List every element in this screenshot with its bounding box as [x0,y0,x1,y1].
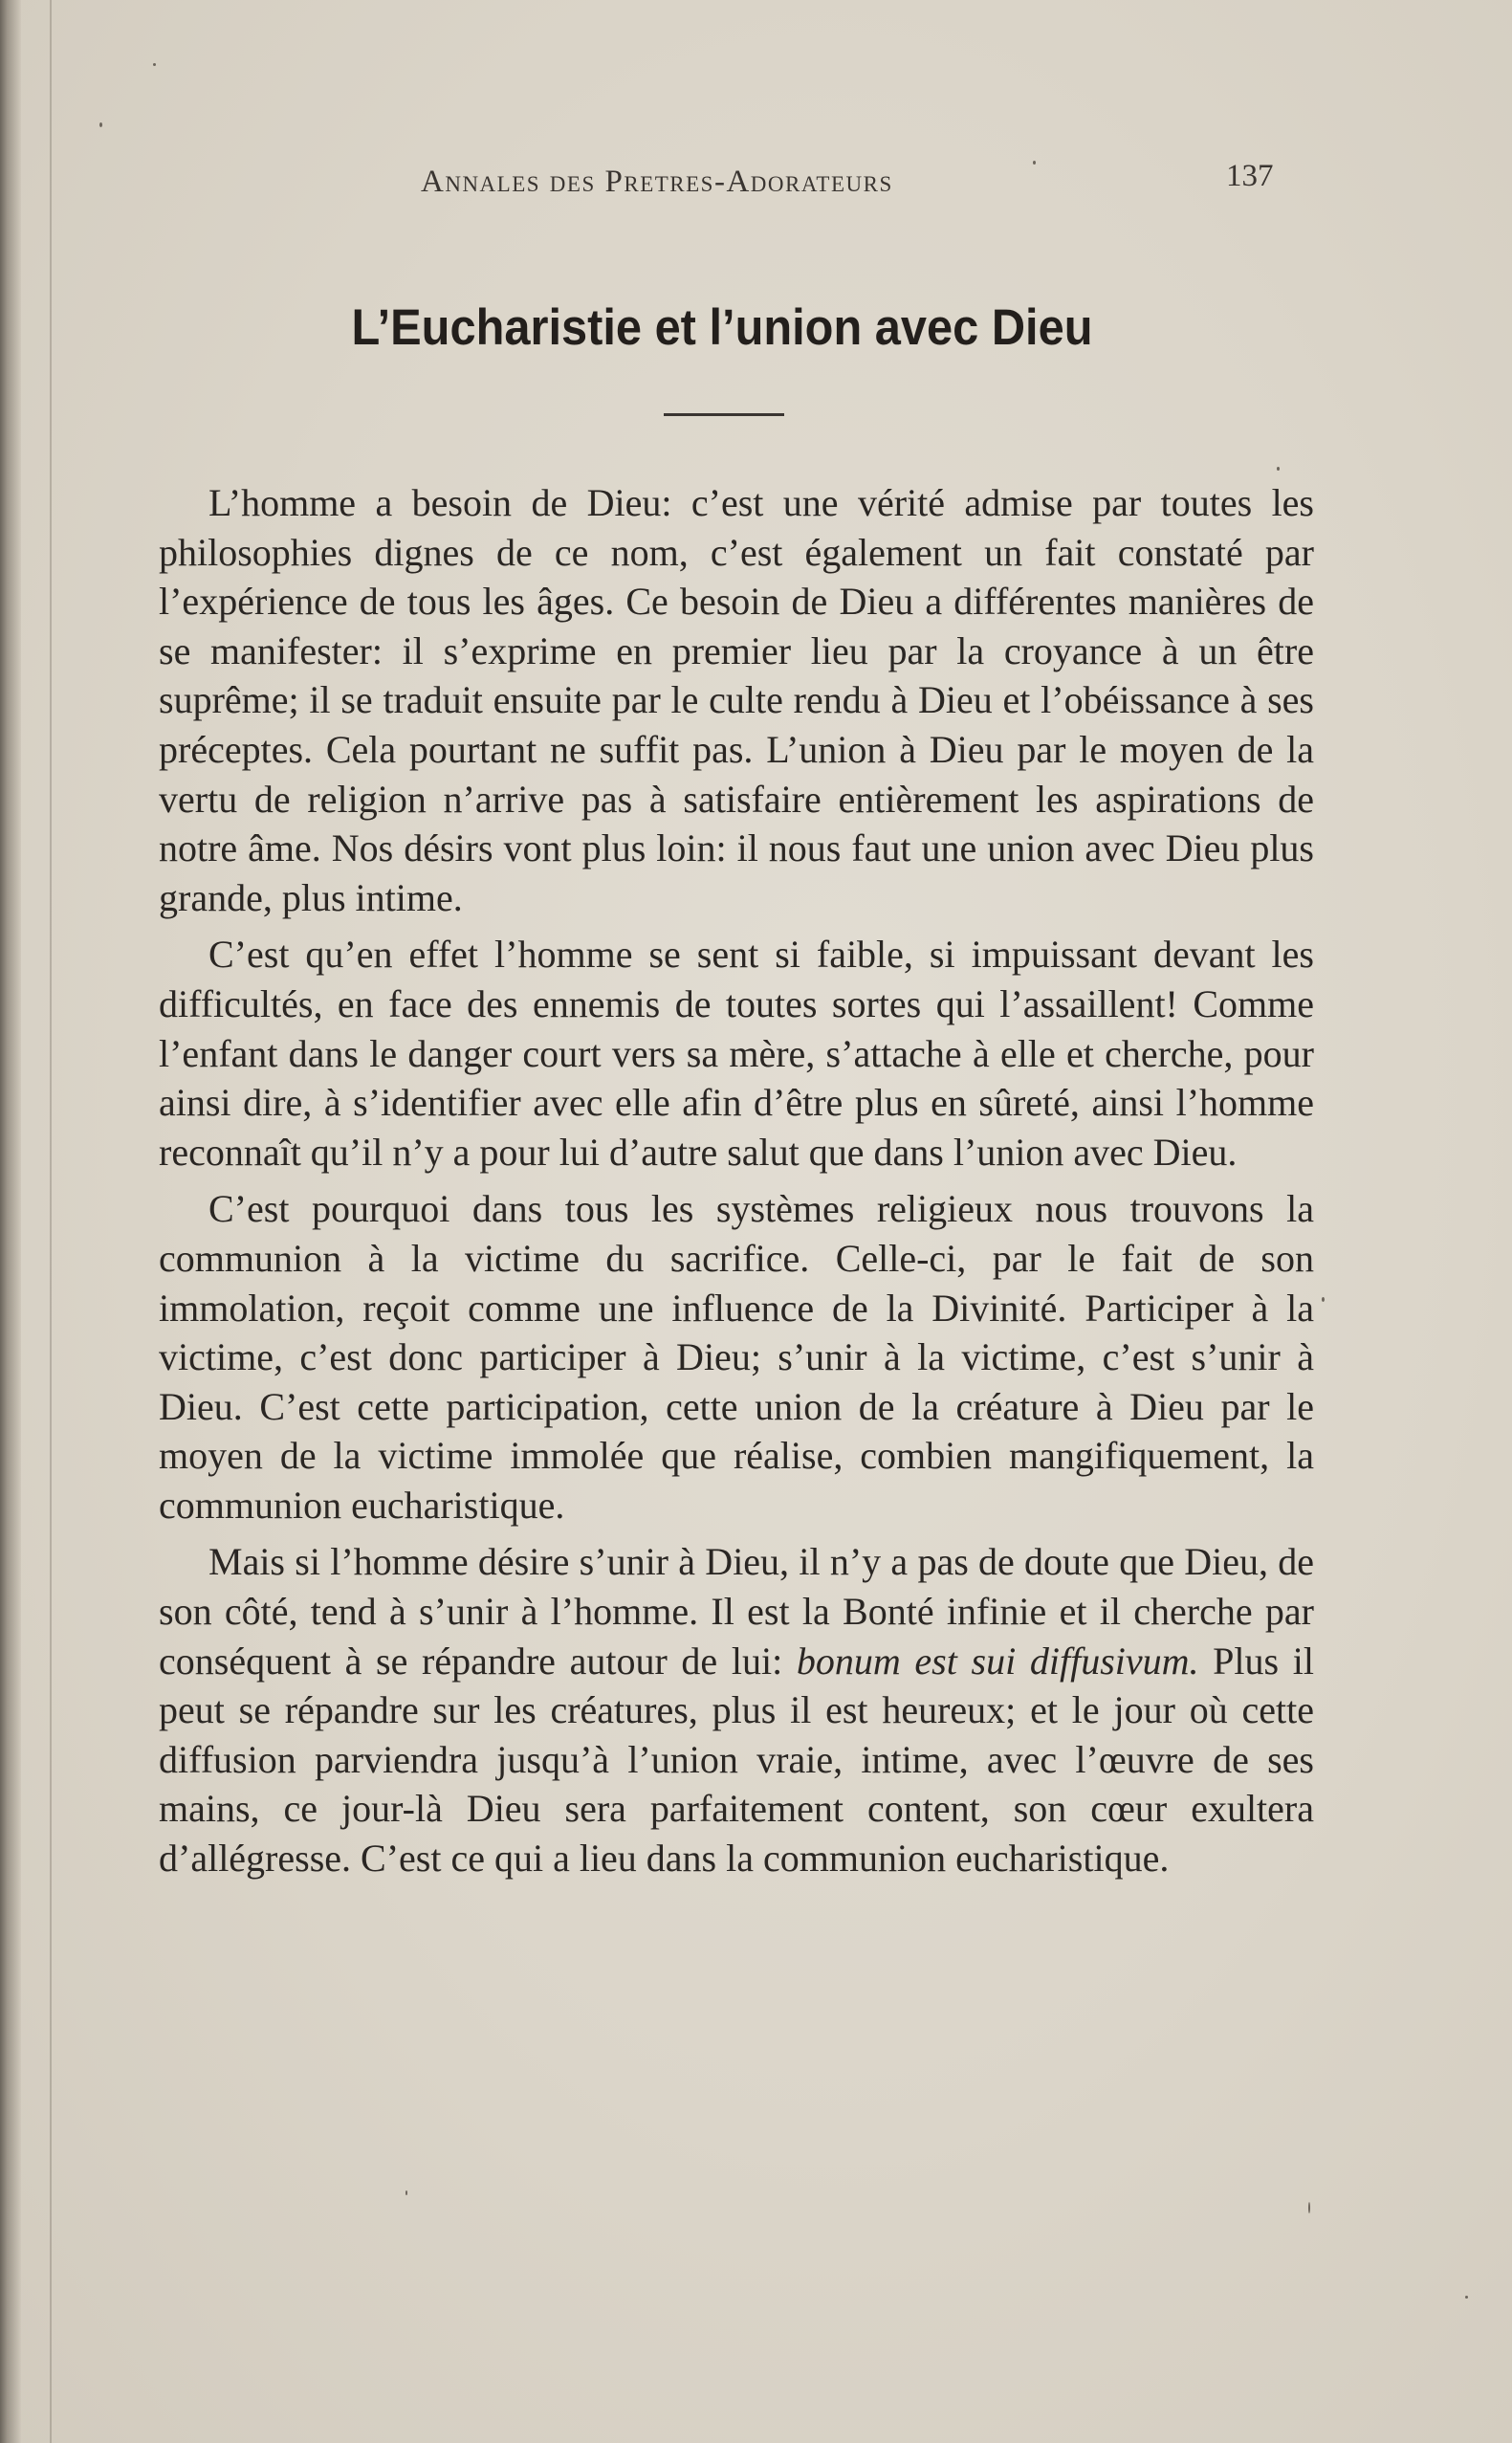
paragraph-2: C’est qu’en effet l’homme se sent si faible, si impuissant devant les difficultés, en face des ennemis de toutes sortes qui l’assaillent! Comme l’enfant dans le danger court vers sa mère, s’attache à elle et cherche, pour ainsi dire, à s’identifier avec elle afin d’être plus en sûreté, ainsi l’homme reconnaît qu’il n’y a pour lui d’autre salut que dans l’union avec Dieu. [159,933,1314,1174]
running-header-title: Annales des Pretres-Adorateurs [421,165,893,199]
latin-phrase: bonum est sui diffusivum. [796,1639,1199,1683]
paper-speck [1033,161,1036,165]
paper-speck [1277,467,1280,471]
article-title: L’Eucharistie et l’union avec Dieu [351,299,1093,356]
paragraph-4-text-start: Mais si l’homme désire s’unir à Dieu, il n’y a pas de doute que Dieu, de son côté, tend à s’unir à l’homme. Il est la Bonté infinie et il cherche par conséquent à se répandre autour de lui: [159,1540,1314,1683]
paper-speck [405,2190,407,2195]
paper-speck [99,122,102,127]
paper-speck [153,63,156,66]
paper-speck [1322,1297,1325,1302]
title-divider-rule [664,413,784,416]
paragraph-1: L’homme a besoin de Dieu: c’est une vérité admise par toutes les philosophies dignes de ce nom, c’est également un fait constaté par l’expérience de tous les âges. Ce besoin de Dieu a différentes manières de se manifester: il s’exprime en premier lieu par la croyance à un être suprême; il se traduit ensuite par le culte rendu à Dieu et l’obéissance à ses préceptes. Cela pourtant ne suffit pas. L’union à Dieu par le moyen de la vertu de religion n’arrive pas à satisfaire entièrement les aspirations de notre âme. Nos désirs vont plus loin: il nous faut une union avec Dieu plus grande, plus intime. [159,481,1314,919]
paragraph-4 [159,1537,1314,1882]
page-gutter [0,0,21,2443]
paper-speck [1308,2202,1310,2213]
paper-speck [1465,2296,1468,2299]
paragraph-3: C’est pourquoi dans tous les systèmes religieux nous trouvons la communion à la victime du sacrifice. Celle-ci, par le fait de son immolation, reçoit comme une influence de la Divinité. Participer à la victime, c’est donc participer à Dieu; s’unir à la victime, c’est s’unir à Dieu. C’est cette participation, cette union de la créature à Dieu par le moyen de la victime immolée que réalise, combien mangifiquement, la communion eucharistique. [159,1187,1314,1527]
article-body [159,478,1314,1883]
gutter-line [50,0,52,2443]
page-number: 137 [1226,159,1274,193]
paragraph-4-text-end: Plus il peut se répandre sur les créatures, plus il est heureux; et le jour où cette diffusion parviendra jusqu’à l’union vraie, intime, avec l’œuvre de ses mains, ce jour-là Dieu sera parfaitement content, son cœur exultera d’allégresse. C’est ce qui a lieu dans la communion eucharistique. [159,1639,1314,1881]
